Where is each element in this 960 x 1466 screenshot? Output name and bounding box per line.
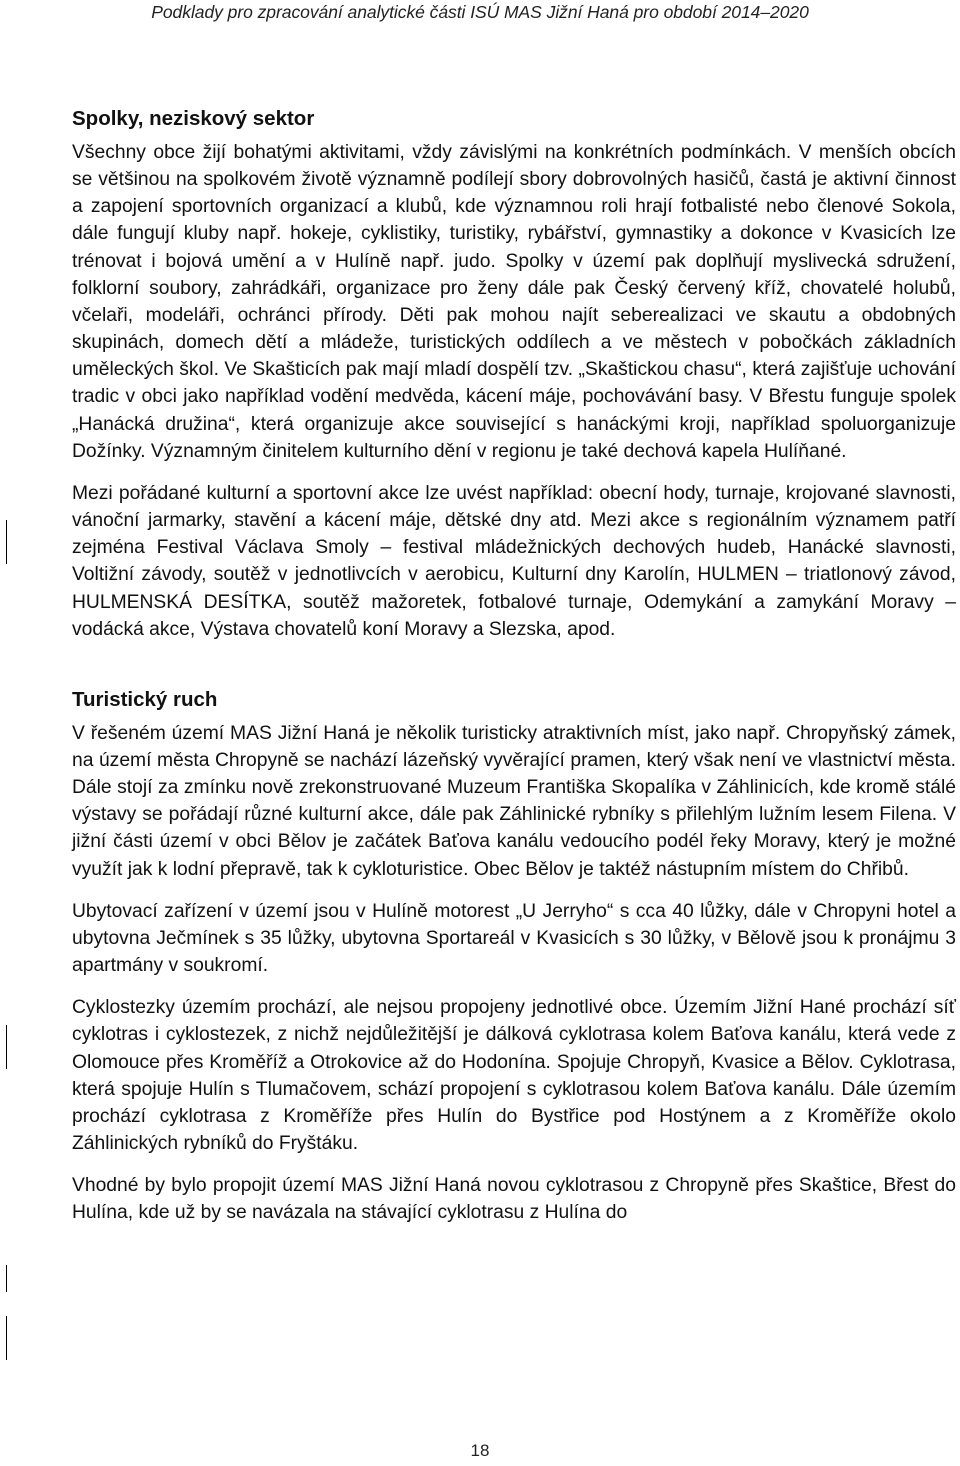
page-header: Podklady pro zpracování analytické části ISÚ MAS Jižní Haná pro období 2014–2020 bbox=[151, 2, 809, 22]
paragraph: Ubytovací zařízení v území jsou v Hulíně motorest „U Jerryho“ s cca 40 lůžky, dále v Chropyni hotel a ubytovna Ječmínek s 35 lůžky, ubytovna Sportareál v Kvasicích s 30 lůžky, v Bělově jsou k pronájmu 3 apartmány v soukromí. bbox=[72, 900, 956, 977]
paragraph: Všechny obce žijí bohatými aktivitami, vždy závislými na konkrétních podmínkách. V menších obcích se většinou na spolkovém životě významně podílejí sbory dobrovolných hasičů, častá je aktivní činnost a zapojení sportovních organizací a klubů, kde významnou roli hrají fotbalisté nebo členové Sokola, dále fungují kluby např. hokeje, cyklistiky, turistiky, rybářství, gymnastiky a dokonce v Kvasicích lze trénovat i bojová umění a v Hulíně např. judo. Spolky v území pak doplňují myslivecká sdružení, folklorní soubory, zahrádkáři, organizace pro ženy dále pak Český červený kříž, chovatelé holubů, včelaři, modeláři, ochránci přírody. Děti pak mohou najít seberealizaci ve skautu a obdobných skupinách, domech dětí a mládeže, turistických oddílech a ve městech v pobočkách základních uměleckých škol. Ve Skašticích pak mají mladí dospělí tzv. „Skaštickou chasu“, která zajišťuje uchování tradic v obci jako například vodění medvěda, kácení máje, pochovávání basy. V Břestu funguje spolek „Hanácká družina“, která organizuje akce související s hanáckými kroji, například spoluorganizuje Dožínky. Významným činitelem kulturního dění v regionu je také dechová kapela Hulíňané. bbox=[72, 142, 956, 462]
page-number: 18 bbox=[470, 1441, 490, 1460]
section-title-spolky: Spolky, neziskový sektor bbox=[72, 107, 315, 130]
document-body bbox=[72, 105, 956, 1241]
revision-change-bar bbox=[6, 1265, 7, 1292]
paragraph: Cyklostezky územím prochází, ale nejsou propojeny jednotlivé obce. Územím Jižní Hané prochází síť cyklotras i cyklostezek, z nichž nejdůležitější je dálková cyklotrasa kolem Baťova kanálu, která vede z Olomouce přes Kroměříž a Otrokovice až do Hodonína. Spojuje Chropyň, Kvasice a Bělov. Cyklotrasa, která spojuje Hulín s Tlumačovem, schází propojení s cyklotrasou kolem Baťova kanálu. Dále územím prochází cyklotrasa z Kroměříže přes Hulín do Bystřice pod Hostýnem a z Kroměříže okolo Záhlinických rybníků do Fryštáku. bbox=[72, 997, 956, 1154]
paragraph: Mezi pořádané kulturní a sportovní akce lze uvést například: obecní hody, turnaje, krojované slavnosti, vánoční jarmarky, stavění a kácení máje, dětské dny atd. Mezi akce s regionálním významem patří zejména Festival Václava Smoly – festival mládežnických dechových hudeb, Hanácké slavnosti, Voltižní závody, soutěž v jednotlivcích v aerobicu, Kulturní dny Karolín, HULMEN – triatlonový závod, HULMENSKÁ DESÍTKA, soutěž mažoretek, fotbalové turnaje, Odemykání a zamykání Moravy – vodácká akce, Výstava chovatelů koní Moravy a Slezska, apod. bbox=[72, 482, 956, 640]
paragraph: Vhodné by bylo propojit území MAS Jižní Haná novou cyklotrasou z Chropyně přes Skaštice, Břest do Hulína, kde už by se navázala na stávající cyklotrasu z Hulína do bbox=[72, 1175, 956, 1224]
revision-change-bar bbox=[6, 1316, 7, 1360]
revision-change-bar bbox=[6, 1025, 7, 1069]
revision-change-bar bbox=[6, 520, 7, 564]
paragraph: V řešeném území MAS Jižní Haná je několik turisticky atraktivních míst, jako např. Chropyňský zámek, na území města Chropyně se nachází lázeňský vyvěrající pramen, který však není ve vlastnictví města. Dále stojí za zmínku nově zrekonstruované Muzeum Františka Skopalíka v Záhlinicích, kde kromě stálé výstavy se pořádají různé kulturní akce, dále pak Záhlinické rybníky s přilehlým lužním lesem Filena. V jižní části území v obci Bělov je začátek Baťova kanálu vedoucího podél řeky Moravy, který je možné využít jak k lodní přepravě, tak k cykloturistice. Obec Bělov je taktéž nástupním místem do Chřibů. bbox=[72, 722, 956, 880]
section-title-turisticky-ruch: Turistický ruch bbox=[72, 687, 218, 711]
